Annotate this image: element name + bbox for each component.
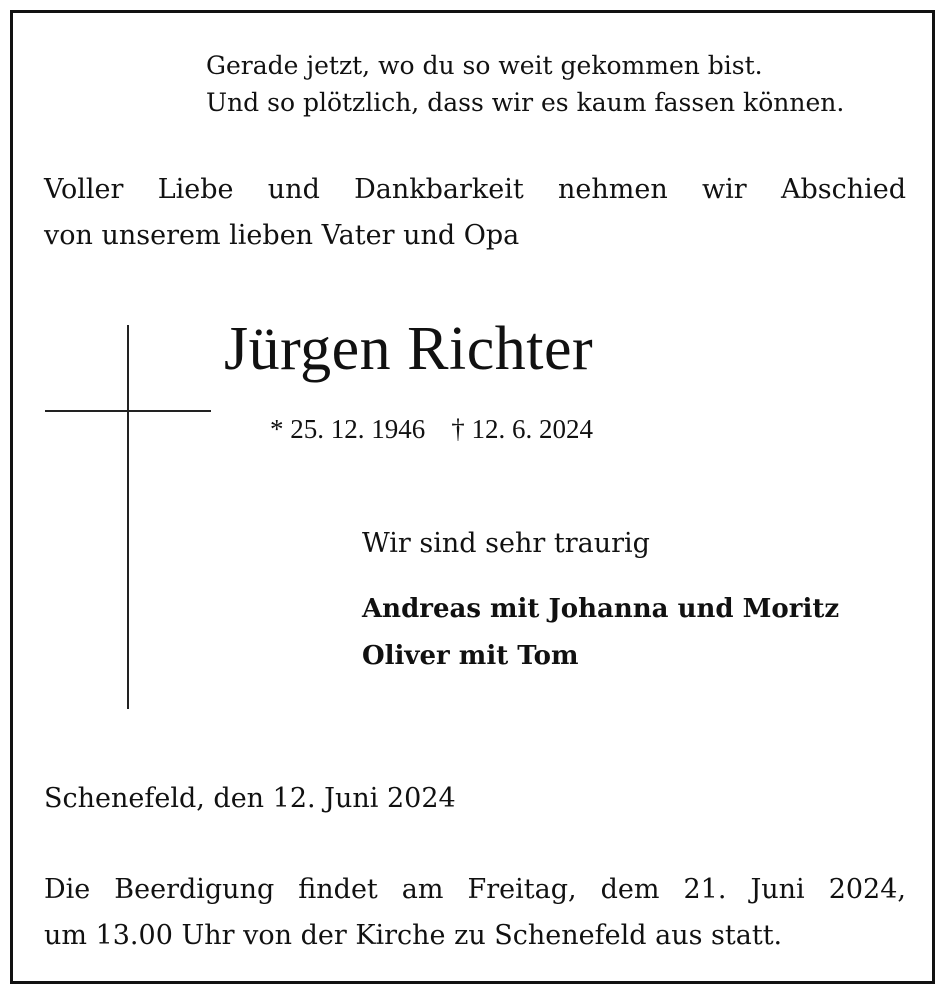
notice-border [10, 10, 935, 984]
motto-line-2: Und so plötzlich, dass wir es kaum fassen können. [206, 88, 845, 117]
funeral-line-2: um 13.00 Uhr von der Kirche zu Schenefeld aus statt. [44, 920, 783, 951]
place-and-date: Schenefeld, den 12. Juni 2024 [44, 783, 456, 814]
deceased-name: Jürgen Richter [224, 315, 594, 383]
intro-line-1: Voller Liebe und Dankbarkeit nehmen wir Abschied [44, 174, 906, 205]
cross-horizontal-bar [45, 410, 211, 412]
death-date: † 12. 6. 2024 [451, 414, 593, 444]
mourners-line-1: Andreas mit Johanna und Moritz [362, 594, 840, 624]
motto-line-1: Gerade jetzt, wo du so weit gekommen bist. [206, 51, 763, 80]
cross-vertical-bar [127, 325, 129, 709]
birth-date: * 25. 12. 1946 [270, 414, 426, 444]
intro-line-2: von unserem lieben Vater und Opa [44, 220, 520, 251]
funeral-line-1: Die Beerdigung findet am Freitag, dem 21. Juni 2024, [44, 874, 906, 905]
life-dates [270, 416, 593, 443]
mourners-line-2: Oliver mit Tom [362, 641, 579, 671]
mourning-message: Wir sind sehr traurig [362, 528, 650, 559]
